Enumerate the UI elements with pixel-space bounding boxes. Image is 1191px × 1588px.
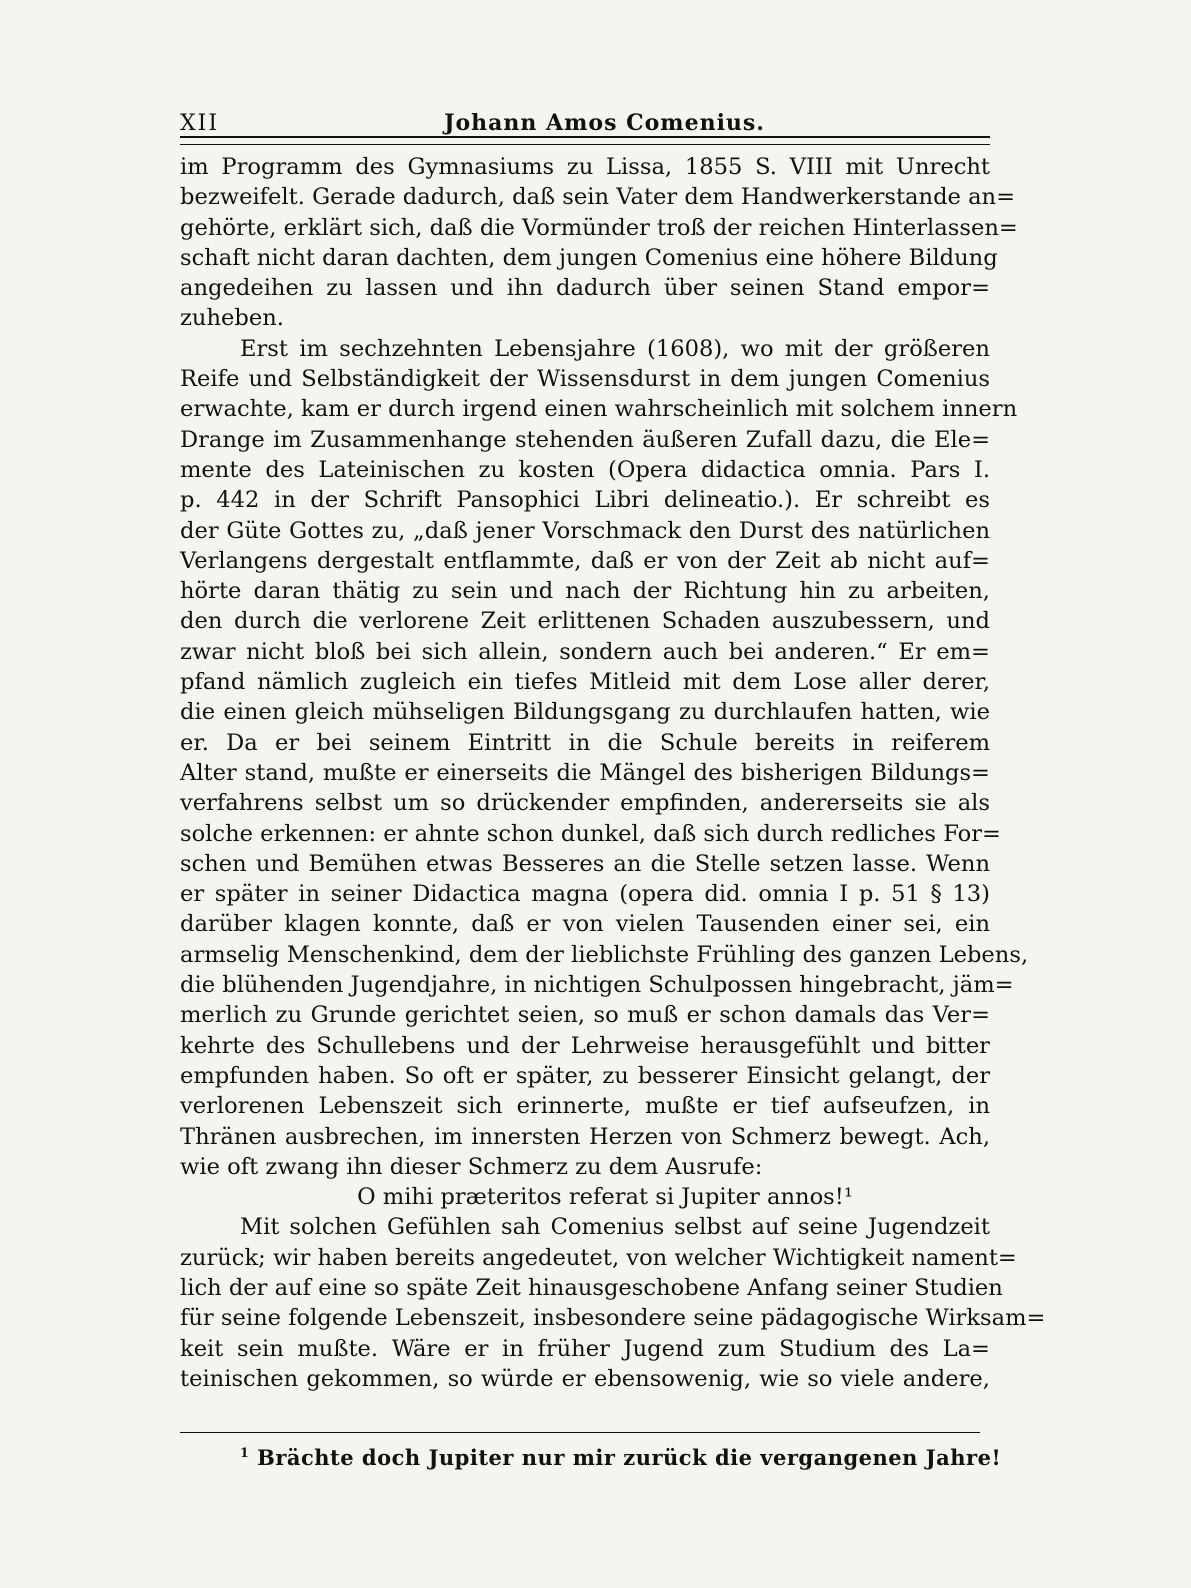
- page-number: XII: [180, 111, 220, 136]
- text-line: darüber klagen konnte, daß er von vielen Tausenden einer sei, ein: [180, 911, 990, 938]
- text-line: bezweifelt. Gerade dadurch, daß sein Vater dem Handwerkerstande an=: [180, 184, 1016, 211]
- text-line: angedeihen zu lassen und ihn dadurch über seinen Stand empor=: [180, 275, 990, 302]
- body-text: [180, 152, 1046, 1394]
- page-header: [180, 100, 990, 136]
- text-line: wie oft zwang ihn dieser Schmerz zu dem Ausrufe:: [180, 1153, 763, 1180]
- text-line: p. 442 in der Schrift Pansophici Libri delineatio.). Er schreibt es: [180, 487, 990, 514]
- text-line: im Programm des Gymnasiums zu Lissa, 1855 S. VIII mit Unrecht: [180, 154, 990, 180]
- text-line: armselig Menschenkind, dem der lieblichste Frühling des ganzen Lebens,: [180, 941, 1029, 968]
- text-line: Mit solchen Gefühlen sah Comenius selbst auf seine Jugendzeit: [240, 1214, 990, 1241]
- text-line: er. Da er bei seinem Eintritt in die Schule bereits in reiferem: [180, 729, 990, 756]
- text-line: lich der auf eine so späte Zeit hinausgeschobene Anfang seiner Studien: [180, 1274, 1003, 1301]
- text-line: zuheben.: [180, 305, 284, 332]
- text-line: der Güte Gottes zu, „daß jener Vorschmack den Durst des natürlichen: [180, 517, 990, 544]
- text-line: solche erkennen: er ahnte schon dunkel, daß sich durch redliches For=: [180, 820, 1001, 847]
- text-line: für seine folgende Lebenszeit, insbesondere seine pädagogische Wirksam=: [180, 1305, 1046, 1332]
- text-line: mente des Lateinischen zu kosten (Opera didactica omnia. Pars I.: [180, 456, 990, 483]
- text-line: Reife und Selbständigkeit der Wissensdurst in dem jungen Comenius: [180, 366, 990, 393]
- text-line: den durch die verlorene Zeit erlittenen Schaden auszubessern, und: [180, 608, 990, 635]
- text-line: pfand nämlich zugleich ein tiefes Mitleid mit dem Lose aller derer,: [180, 669, 990, 696]
- text-line: schaft nicht daran dachten, dem jungen Comenius eine höhere Bildung: [180, 244, 998, 271]
- text-line: schen und Bemühen etwas Besseres an die Stelle setzen lasse. Wenn: [180, 850, 990, 877]
- text-line: zurück; wir haben bereits angedeutet, von welcher Wichtigkeit nament=: [180, 1244, 1017, 1271]
- text-line: verfahrens selbst um so drückender empfinden, andererseits sie als: [180, 790, 990, 817]
- text-line: Verlangens dergestalt entflammte, daß er von der Zeit ab nicht auf=: [180, 547, 990, 574]
- footnote-marker: 1: [240, 1445, 250, 1460]
- text-line: keit sein mußte. Wäre er in früher Jugend zum Studium des La=: [180, 1335, 990, 1362]
- text-line: zwar nicht bloß bei sich allein, sondern auch bei anderen.“ Er em=: [180, 638, 990, 665]
- footnote-text: Brächte doch Jupiter nur mir zurück die vergangenen Jahre!: [257, 1445, 1002, 1470]
- text-line: Drange im Zusammenhange stehenden äußeren Zufall dazu, die Ele=: [180, 426, 990, 453]
- text-line: erwachte, kam er durch irgend einen wahrscheinlich mit solchem innern: [180, 396, 1018, 423]
- text-line: verlorenen Lebenszeit sich erinnerte, mußte er tief aufseufzen, in: [180, 1093, 990, 1120]
- text-line: O mihi præteritos referat si Jupiter annos!¹: [357, 1184, 853, 1211]
- text-line: kehrte des Schullebens und der Lehrweise herausgefühlt und bitter: [180, 1032, 990, 1059]
- text-line: er später in seiner Didactica magna (opera did. omnia I p. 51 § 13): [180, 881, 990, 908]
- text-line: gehörte, erklärt sich, daß die Vormünder troß der reichen Hinterlassen=: [180, 214, 1018, 241]
- text-line: Alter stand, mußte er einerseits die Mängel des bisherigen Bildungs=: [180, 759, 990, 786]
- header-rule: [180, 136, 990, 145]
- footnote: [240, 1445, 1001, 1470]
- text-line: teinischen gekommen, so würde er ebensowenig, wie so viele andere,: [180, 1365, 990, 1392]
- running-title: Johann Amos Comenius.: [444, 110, 765, 136]
- text-line: Thränen ausbrechen, im innersten Herzen von Schmerz bewegt. Ach,: [180, 1123, 990, 1150]
- text-line: empfunden haben. So oft er später, zu besserer Einsicht gelangt, der: [180, 1062, 990, 1089]
- text-line: die blühenden Jugendjahre, in nichtigen Schulpossen hingebracht, jäm=: [180, 972, 1014, 999]
- text-line: die einen gleich mühseligen Bildungsgang zu durchlaufen hatten, wie: [180, 699, 990, 726]
- text-line: Erst im sechzehnten Lebensjahre (1608), wo mit der größeren: [240, 335, 990, 362]
- text-line: hörte daran thätig zu sein und nach der Richtung hin zu arbeiten,: [180, 578, 990, 605]
- footnote-rule: [180, 1432, 980, 1433]
- text-line: merlich zu Grunde gerichtet seien, so muß er schon damals das Ver=: [180, 1002, 990, 1029]
